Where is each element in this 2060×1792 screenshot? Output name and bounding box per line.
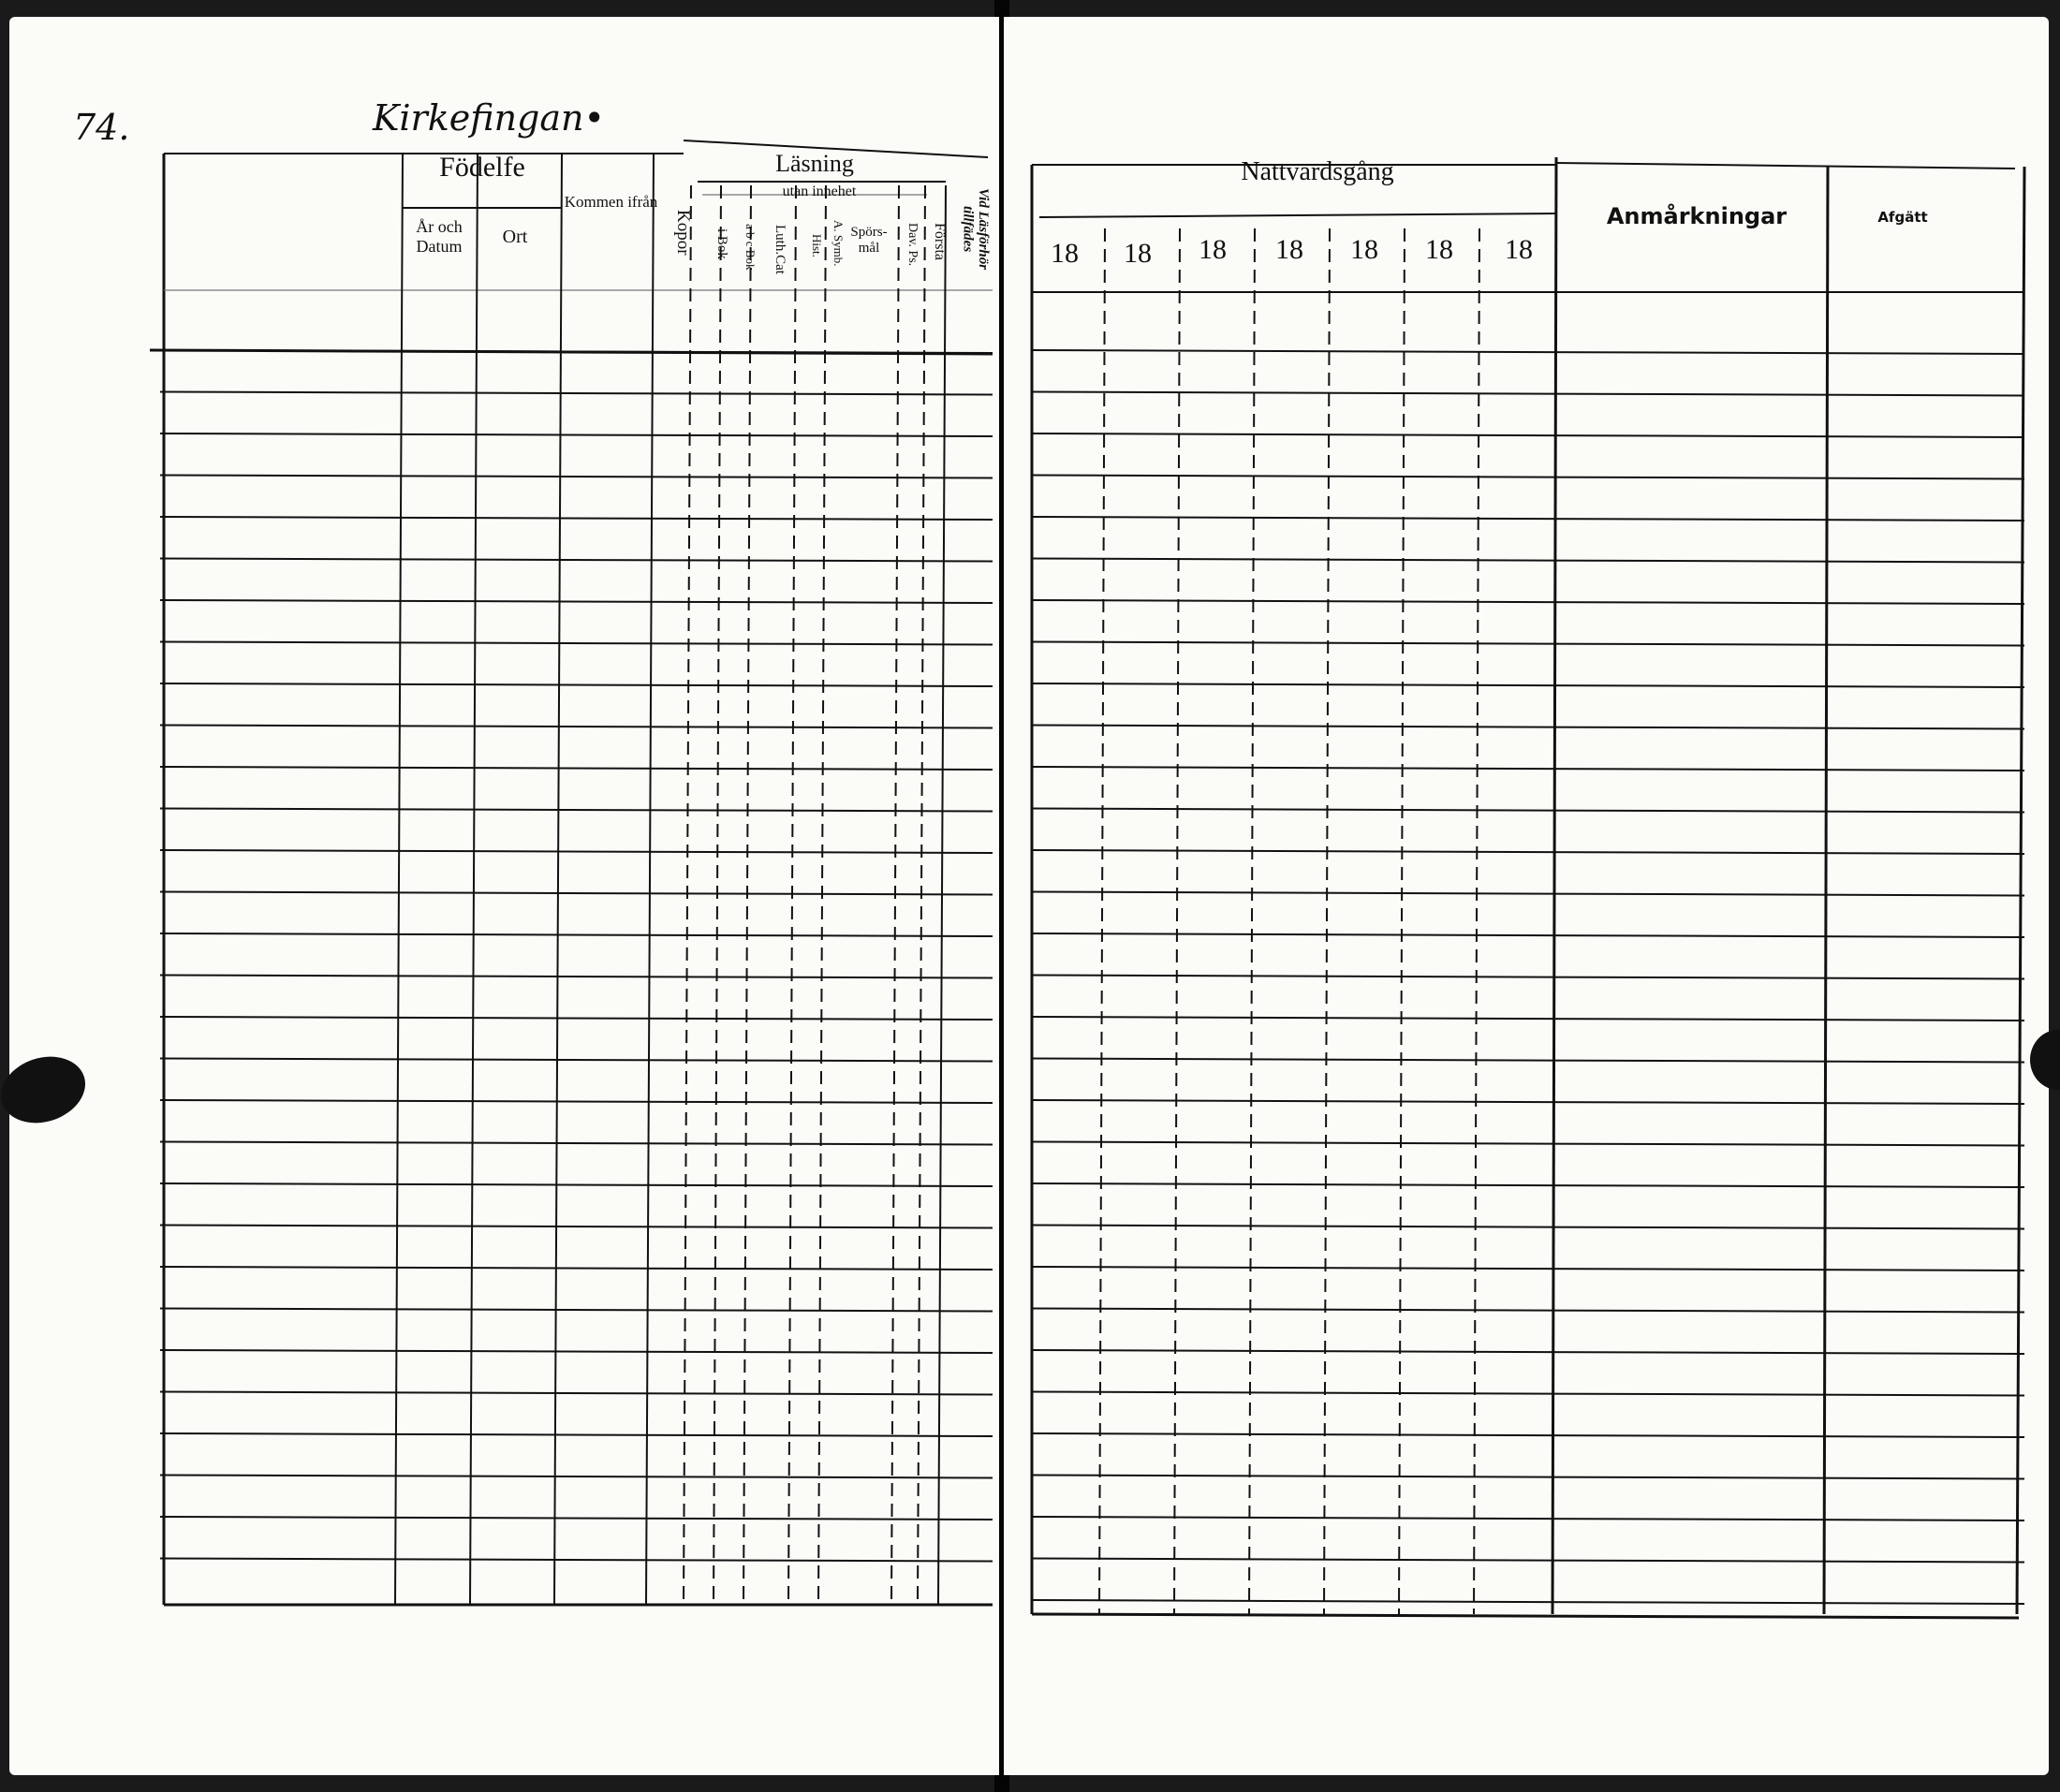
right-row-line-24 (1032, 1309, 2024, 1313)
right-natt-col-sep-1 (1099, 228, 1105, 1614)
left-row-line-22 (160, 1226, 993, 1228)
right-frame-right (2017, 167, 2024, 1614)
header-utan-innehet: utan innehet (782, 184, 857, 199)
right-row-line-20 (1032, 1142, 2024, 1146)
right-ruling (1004, 17, 2049, 1775)
left-row-line-3 (160, 433, 993, 436)
right-row-line-15 (1032, 933, 2024, 937)
left-row-line-21 (160, 1183, 993, 1186)
left-row-line-13 (160, 850, 993, 853)
left-row-line-19 (160, 1100, 993, 1103)
header-ort: Ort (502, 227, 528, 247)
right-row-line-29 (1032, 1517, 2024, 1520)
left-row-line-23 (160, 1267, 993, 1270)
right-row-line-12 (1032, 809, 2024, 813)
left-row-line-5 (160, 517, 993, 520)
right-row-line-22 (1032, 1226, 2024, 1229)
header-luth-cat: Luth.Cat (772, 224, 787, 274)
right-row-line-1 (1032, 350, 2024, 354)
right-row-line-28 (1032, 1476, 2024, 1479)
left-row-line-2 (160, 392, 993, 395)
right-row-line-2 (1032, 392, 2024, 396)
header-fodelse: Födelfe (439, 152, 525, 183)
left-col-sep-6 (714, 185, 721, 1605)
left-row-line-15 (160, 933, 993, 936)
header-forsta: Första (932, 223, 948, 260)
year-prefix-3: 18 (1199, 234, 1227, 265)
right-natt-col-sep-5 (1399, 228, 1405, 1614)
page-number: 74. (73, 107, 130, 148)
year-prefix-4: 18 (1275, 234, 1303, 265)
left-row-line-24 (160, 1309, 993, 1312)
right-row-line-18 (1032, 1059, 2024, 1063)
header-anmarkningar: Anmårkningar (1606, 203, 1788, 229)
left-col-sep-3 (554, 154, 562, 1605)
right-row-line-21 (1032, 1183, 2024, 1187)
right-row-line-27 (1032, 1433, 2024, 1437)
left-row-line-8 (160, 642, 993, 645)
right-anm-sep (1552, 157, 1556, 1614)
header-sporsmal: Spörs-mål (850, 225, 888, 257)
right-row-line-30 (1032, 1559, 2024, 1563)
right-row-line-19 (1032, 1100, 2024, 1104)
left-row-line-29 (160, 1517, 993, 1520)
left-col-sep-5 (684, 185, 691, 1605)
left-row-line-17 (160, 1017, 993, 1020)
right-row-line-11 (1032, 767, 2024, 771)
right-row-line-6 (1032, 559, 2024, 563)
right-natt-col-sep-6 (1474, 228, 1479, 1614)
left-row-line-26 (160, 1392, 993, 1395)
right-frame-top-b (1556, 163, 2015, 169)
handwritten-parish-name: Kirkefingan• (373, 97, 605, 139)
right-natt-col-sep-2 (1174, 228, 1180, 1614)
left-row-line-20 (160, 1142, 993, 1145)
left-col-sep-1 (395, 154, 403, 1605)
left-row-line-14 (160, 892, 993, 895)
left-row-line-25 (160, 1350, 993, 1353)
right-row-line-3 (1032, 433, 2024, 437)
left-row-line-28 (160, 1476, 993, 1478)
year-prefix-1: 18 (1051, 238, 1079, 269)
left-row-line-11 (160, 767, 993, 770)
year-prefix-5: 18 (1350, 234, 1378, 265)
left-row-line-30 (160, 1559, 993, 1562)
left-row-line-16 (160, 976, 993, 978)
year-prefix-2: 18 (1124, 238, 1152, 269)
right-row-line-23 (1032, 1267, 2024, 1271)
left-row-line-4 (160, 476, 993, 478)
right-natt-divider (1039, 213, 1556, 217)
year-prefix-6: 18 (1425, 234, 1453, 265)
right-natt-col-sep-4 (1324, 228, 1330, 1614)
year-prefix-7: 18 (1505, 234, 1533, 265)
right-row-line-7 (1032, 600, 2024, 604)
header-kommen-ifran: Kommen ifrån (564, 193, 658, 211)
right-row-line-9 (1032, 683, 2024, 687)
header-nattvardsgang: Nattvardsgång (1241, 157, 1394, 186)
right-row-line-10 (1032, 726, 2024, 729)
right-row-line-8 (1032, 642, 2024, 646)
left-row-line-7 (160, 600, 993, 603)
right-row-line-4 (1032, 476, 2024, 479)
header-vid-lasforhor: Vid Läsförhör tillfädes (960, 188, 991, 271)
right-natt-col-sep-3 (1249, 228, 1255, 1614)
left-col-sep-9 (818, 185, 826, 1605)
left-col-sep-4 (646, 154, 654, 1605)
header-i-bok: i Bok (714, 228, 729, 259)
header-kopper: Kopor (673, 209, 693, 256)
right-row-line-16 (1032, 976, 2024, 979)
left-col-sep-7 (743, 185, 751, 1605)
right-row-line-5 (1032, 517, 2024, 521)
right-row-line-14 (1032, 892, 2024, 896)
header-lasning: Läsning (775, 150, 854, 177)
header-dav-ps: Dav. Ps. (905, 222, 920, 267)
header-hist: Hist. (810, 233, 824, 257)
right-row-line-13 (1032, 850, 2024, 854)
right-frame-bottom (1032, 1614, 2019, 1618)
left-row-line-10 (160, 726, 993, 728)
header-afgatt: Afgätt (1877, 209, 1928, 226)
left-page (9, 17, 999, 1775)
right-row-line-17 (1032, 1017, 2024, 1021)
left-row-line-12 (160, 809, 993, 812)
header-abc-bok: a b c Bok (743, 224, 758, 271)
left-col-sep-2 (470, 154, 478, 1605)
right-row-line-25 (1032, 1350, 2024, 1354)
left-ruling (9, 17, 999, 1775)
left-row-line-6 (160, 559, 993, 562)
left-row-line-9 (160, 683, 993, 686)
header-a-symb: A. Symb. (831, 220, 846, 267)
right-afgatt-sep (1824, 167, 1828, 1614)
right-row-line-26 (1032, 1392, 2024, 1396)
left-row-line-18 (160, 1059, 993, 1062)
right-page (1004, 17, 2049, 1775)
left-col-sep-8 (788, 185, 796, 1605)
header-ar-och-datum: År och Datum (416, 217, 463, 256)
right-row-line-31 (1032, 1600, 2024, 1604)
left-row-line-27 (160, 1433, 993, 1436)
